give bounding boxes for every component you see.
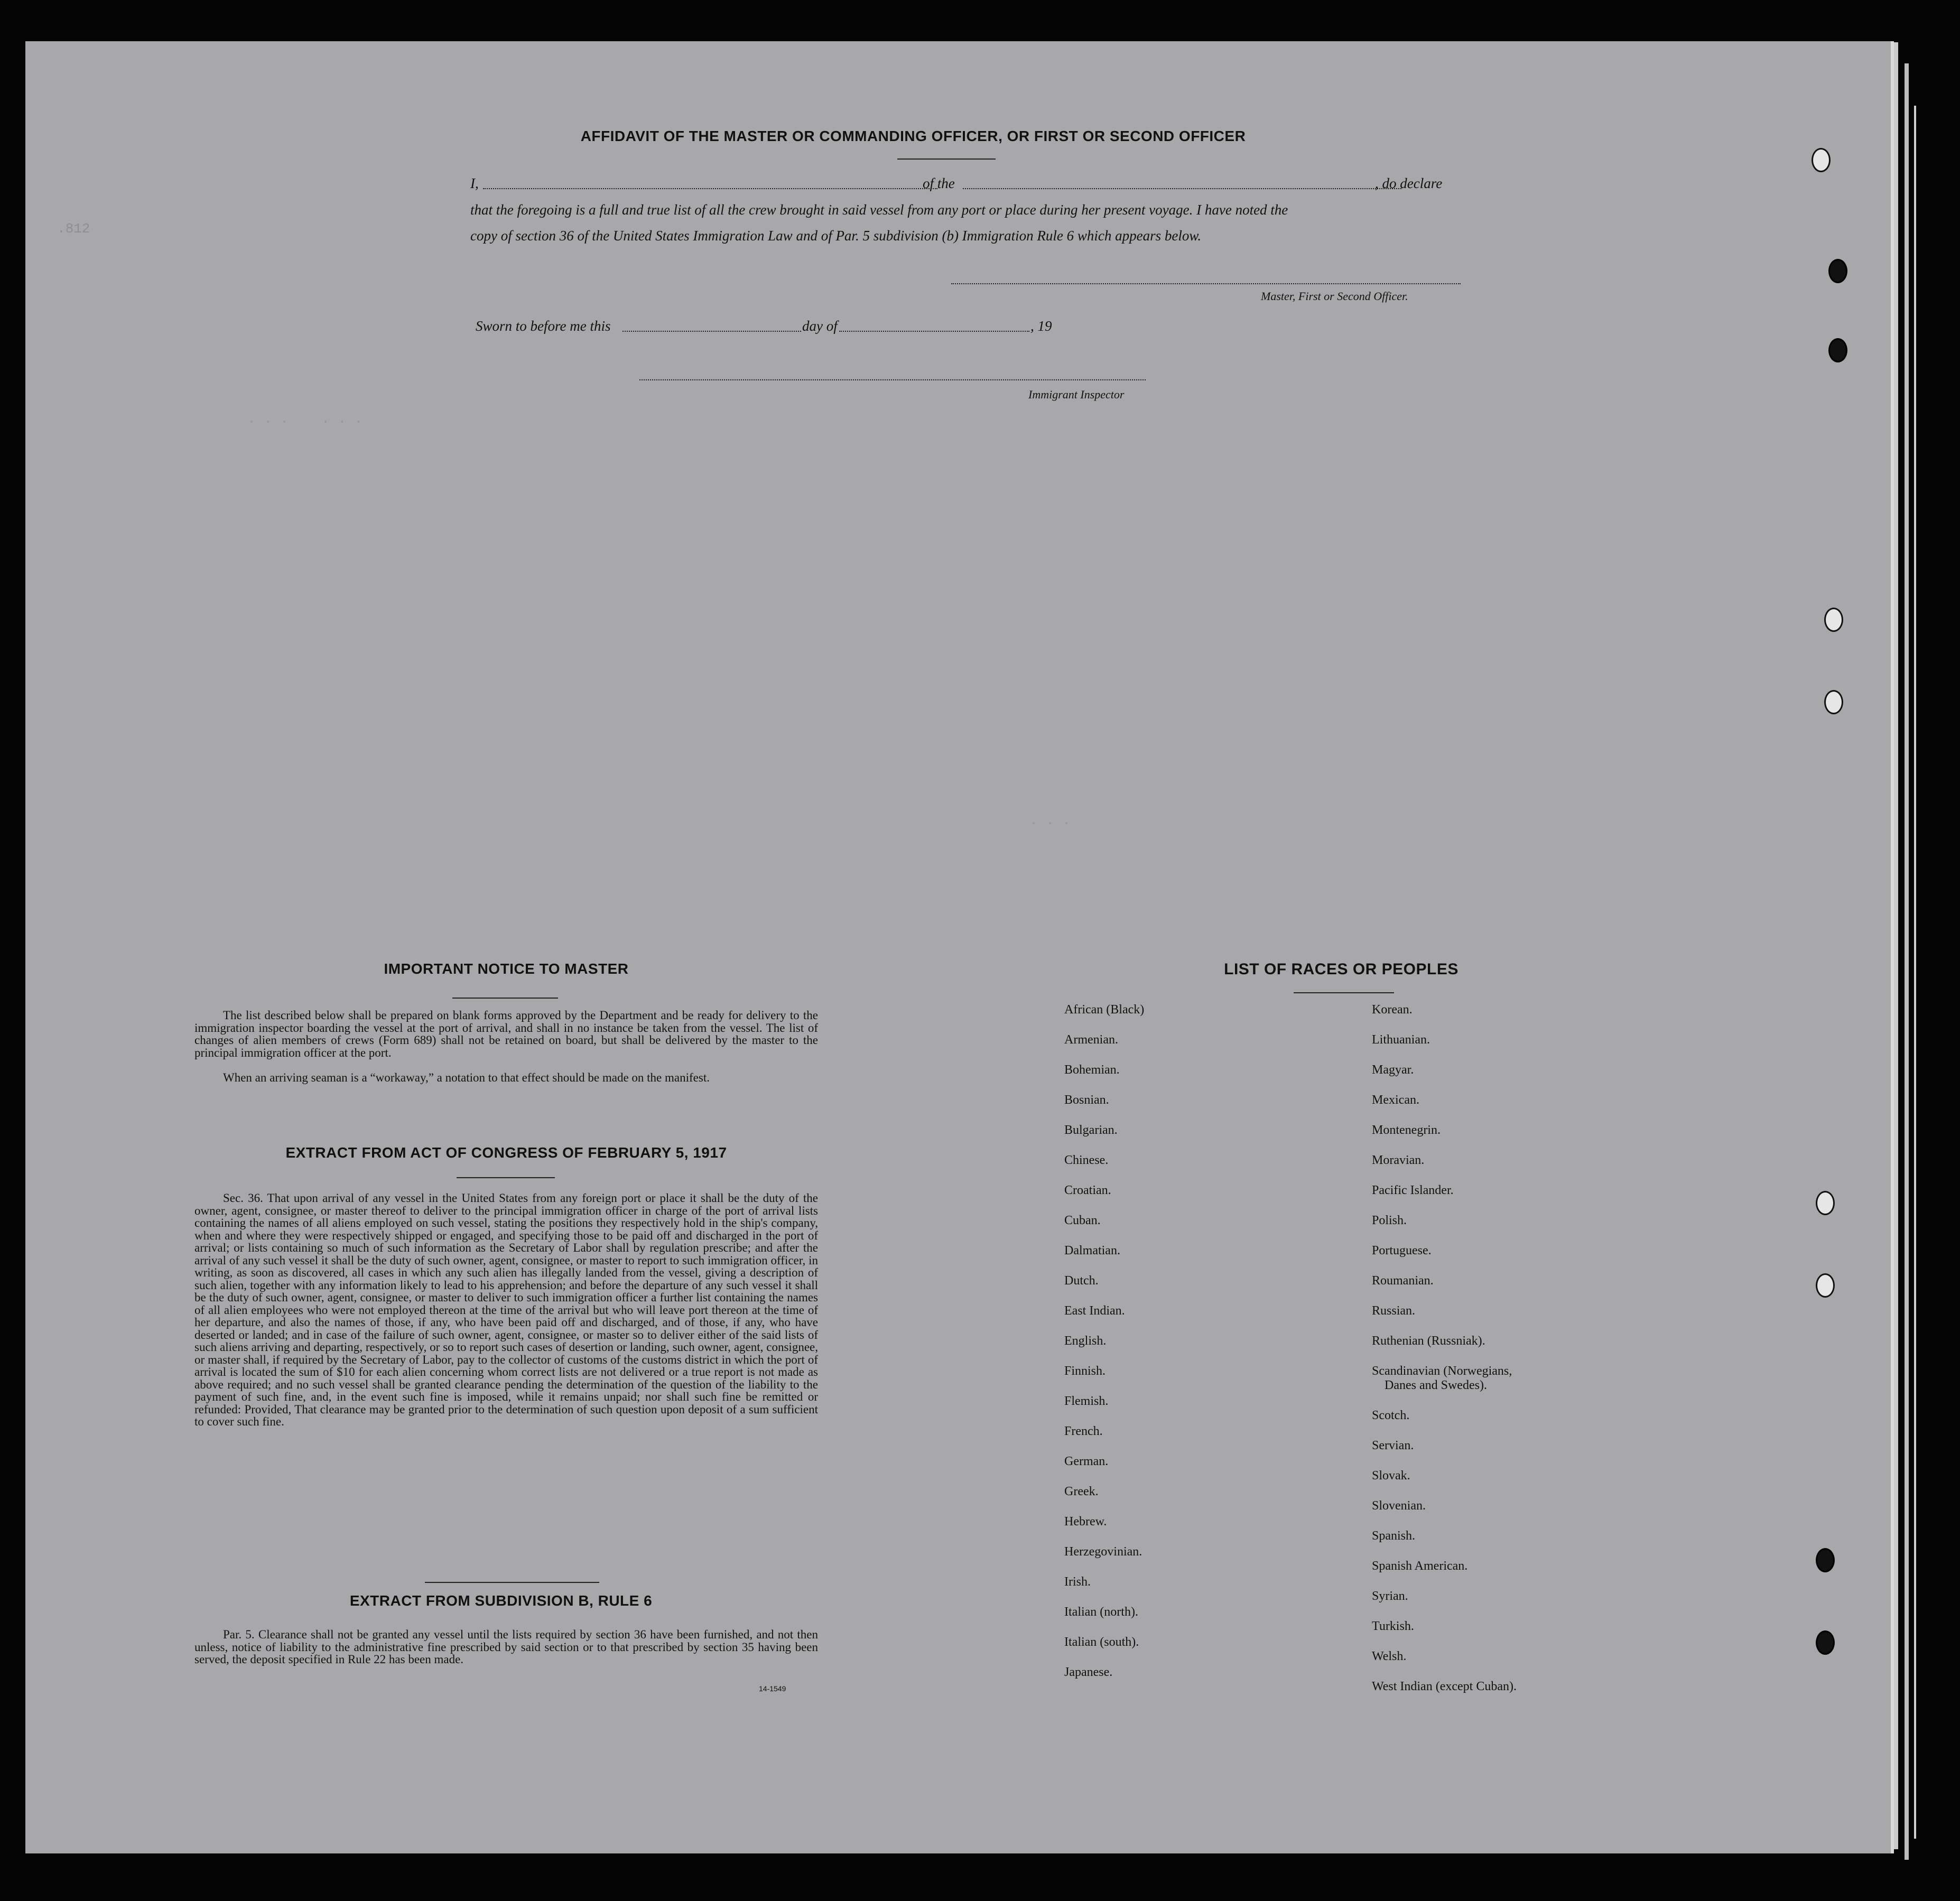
race-item: Spanish American. — [1372, 1559, 1468, 1573]
sworn-date-blank — [623, 331, 801, 332]
sworn-day: day of — [802, 318, 838, 334]
affidavit-of-the: of the — [923, 175, 955, 191]
vessel-blank — [963, 188, 1401, 189]
race-item: Turkish. — [1372, 1619, 1414, 1633]
race-item: Greek. — [1064, 1485, 1099, 1498]
divider — [1294, 992, 1394, 993]
binder-hole — [1824, 608, 1843, 632]
race-item: Croatian. — [1064, 1184, 1111, 1197]
race-item: Dutch. — [1064, 1274, 1099, 1288]
act-extract-text: Sec. 36. That upon arrival of any vessel in the United States from any foreign port or place it shall be the duty of the owner, agent, consignee, or master thereof to deliver to the principal immigration officer in charge of the port of arrival lists containing the names of all aliens employed on such vessel, stating the positions they respectively hold in the ship's company, when and where they were respectively shipped or engaged, and specifying those to be paid off and discharged in the port of arrival; or lists containing so much of such information as the Secretary of Labor shall by regulation prescribe; and after the arrival of any such vessel it shall be the duty of such owner, agent, consignee, or master to report to such immigration officer, in writing, as soon as discovered, all cases in which any such alien has illegally landed from the vessel, giving a description of such alien, together with any information likely to lead to his apprehension; and before the departure of any such vessel it shall be the duty of such owner, agent, consignee, or master to deliver to such immigration officer a further list containing the names of all alien employees who were not employed thereon at the time of the arrival but who will leave port thereon at the time of her departure, and also the names of those, if any, who have been paid off and discharged, and of those, if any, who have deserted or landed; and in case of the failure of such owner, agent, consignee, or master so to deliver either of the said lists of such aliens arriving and departing, respectively, or so to report such cases of desertion or landing, such owner, agent, consignee, or master shall, if required by the Secretary of Labor, pay to the collector of customs of the customs district in which the port of arrival is located the sum of $10 for each alien concerning whom correct lists are not delivered or a true report is not made as above required; and no such vessel shall be granted clearance pending the determination of the question of the liability to the payment of such fine, and, in the event such fine is imposed, while it remains unpaid; nor shall such fine be remitted or refunded: Provided, That clearance may be granted prior to the determination of such question upon deposit of a sum sufficient to cover such fine. — [194, 1191, 818, 1428]
binder-hole — [1816, 1191, 1835, 1215]
notice-paragraph-1: The list described below shall be prepared on blank forms approved by the Department and be ready for delivery to the immigration inspector boarding the vessel at the port of arrival, and shall in no instance be taken from the vessel. The list of changes of alien members of crews (Form 689) shall not be retained on board, but shall be delivered by the master to the principal immigration officer at the port. — [194, 1009, 818, 1059]
race-item: Mexican. — [1372, 1093, 1419, 1107]
race-item: English. — [1064, 1334, 1107, 1348]
race-item: Montenegrin. — [1372, 1123, 1441, 1137]
races-title: LIST OF RACES OR PEOPLES — [1224, 961, 1459, 978]
race-item: German. — [1064, 1455, 1109, 1468]
binder-hole — [1828, 338, 1847, 362]
race-item: Portuguese. — [1372, 1244, 1432, 1257]
race-item: Bosnian. — [1064, 1093, 1109, 1107]
divider — [425, 1582, 599, 1583]
rule-extract-title: EXTRACT FROM SUBDIVISION B, RULE 6 — [349, 1592, 653, 1609]
race-item: French. — [1064, 1424, 1103, 1438]
affidavit-line-2: that the foregoing is a full and true list of all the crew brought in said vessel from any port or place during her present voyage. I have noted the — [470, 202, 1288, 218]
bleed-through-text: . . . — [1029, 813, 1071, 828]
race-item: Korean. — [1372, 1003, 1413, 1017]
race-item: Danes and Swedes). — [1385, 1378, 1487, 1392]
race-item: Italian (north). — [1064, 1605, 1138, 1619]
page-edge — [1894, 42, 1898, 1849]
race-item: Welsh. — [1372, 1650, 1407, 1663]
sworn-prefix: Sworn to before me this — [476, 318, 611, 334]
race-item: Servian. — [1372, 1439, 1414, 1452]
race-item: Polish. — [1372, 1214, 1407, 1227]
race-item: Pacific Islander. — [1372, 1184, 1454, 1197]
race-item: Armenian. — [1064, 1033, 1118, 1047]
race-item: Slovenian. — [1372, 1499, 1426, 1513]
binder-hole — [1824, 690, 1843, 714]
race-item: Chinese. — [1064, 1153, 1109, 1167]
sworn-year: , 19 — [1030, 318, 1052, 334]
page-edge — [1905, 63, 1909, 1860]
form-number: 14-1549 — [759, 1684, 786, 1693]
race-item: Roumanian. — [1372, 1274, 1434, 1288]
binder-hole — [1816, 1630, 1835, 1655]
binder-hole — [1816, 1548, 1835, 1572]
race-item: Irish. — [1064, 1575, 1091, 1589]
race-item: Scandinavian (Norwegians, — [1372, 1364, 1512, 1378]
sworn-month-blank — [839, 331, 1029, 332]
notice-paragraph-2: When an arriving seaman is a “workaway,” a notation to that effect should be made on the manifest. — [223, 1071, 710, 1084]
race-item: Scotch. — [1372, 1409, 1410, 1422]
race-item: East Indian. — [1064, 1304, 1125, 1318]
race-item: Russian. — [1372, 1304, 1416, 1318]
race-item: Syrian. — [1372, 1589, 1408, 1603]
notice-title: IMPORTANT NOTICE TO MASTER — [384, 961, 629, 977]
affidavit-title: AFFIDAVIT OF THE MASTER OR COMMANDING OFFICER, OR FIRST OR SECOND OFFICER — [580, 128, 1246, 144]
signer-label: Master, First or Second Officer. — [1261, 290, 1408, 303]
race-item: Dalmatian. — [1064, 1244, 1120, 1257]
race-item: Slovak. — [1372, 1469, 1410, 1483]
page-edge — [1914, 106, 1916, 1839]
divider — [457, 1177, 555, 1178]
race-item: Bulgarian. — [1064, 1123, 1118, 1137]
race-item: West Indian (except Cuban). — [1372, 1680, 1517, 1693]
affidavit-declare: , do declare — [1375, 175, 1443, 191]
act-extract-title: EXTRACT FROM ACT OF CONGRESS OF FEBRUARY 5, 1917 — [285, 1144, 727, 1161]
race-item: Bohemian. — [1064, 1063, 1120, 1077]
rule-extract-text: Par. 5. Clearance shall not be granted any vessel until the lists required by section 36 have been furnished, and not then unless, notice of liability to the administrative fine prescribed by said section or to that prescribed by section 35 having been served, the deposit specified in Rule 22 has been made. — [194, 1628, 818, 1666]
divider — [897, 159, 996, 160]
signature-blank — [951, 283, 1461, 284]
race-item: Moravian. — [1372, 1153, 1425, 1167]
inspector-signature-blank — [639, 379, 1146, 380]
affidavit-line-3: copy of section 36 of the United States Immigration Law and of Par. 5 subdivision (b) Immigration Rule 6 which appears below. — [470, 228, 1202, 244]
affidavit-i: I, — [470, 175, 479, 191]
race-item: Italian (south). — [1064, 1635, 1139, 1649]
bleed-through-text: .812 — [57, 221, 90, 237]
race-item: Magyar. — [1372, 1063, 1414, 1077]
binder-hole — [1816, 1273, 1835, 1298]
race-item: Flemish. — [1064, 1394, 1109, 1408]
inspector-label: Immigrant Inspector — [1028, 388, 1125, 401]
race-item: Finnish. — [1064, 1364, 1106, 1378]
name-blank — [483, 188, 937, 189]
race-item: Cuban. — [1064, 1214, 1101, 1227]
race-item: Lithuanian. — [1372, 1033, 1430, 1047]
race-item: African (Black) — [1064, 1003, 1145, 1017]
divider — [452, 998, 558, 999]
bleed-through-text: . . . . . . — [247, 411, 363, 427]
binder-hole — [1812, 148, 1831, 172]
race-item: Japanese. — [1064, 1665, 1113, 1679]
document-page — [25, 41, 1894, 1853]
race-item: Herzegovinian. — [1064, 1545, 1142, 1559]
binder-hole — [1828, 259, 1847, 283]
race-item: Hebrew. — [1064, 1515, 1107, 1529]
race-item: Spanish. — [1372, 1529, 1416, 1543]
race-item: Ruthenian (Russniak). — [1372, 1334, 1485, 1348]
